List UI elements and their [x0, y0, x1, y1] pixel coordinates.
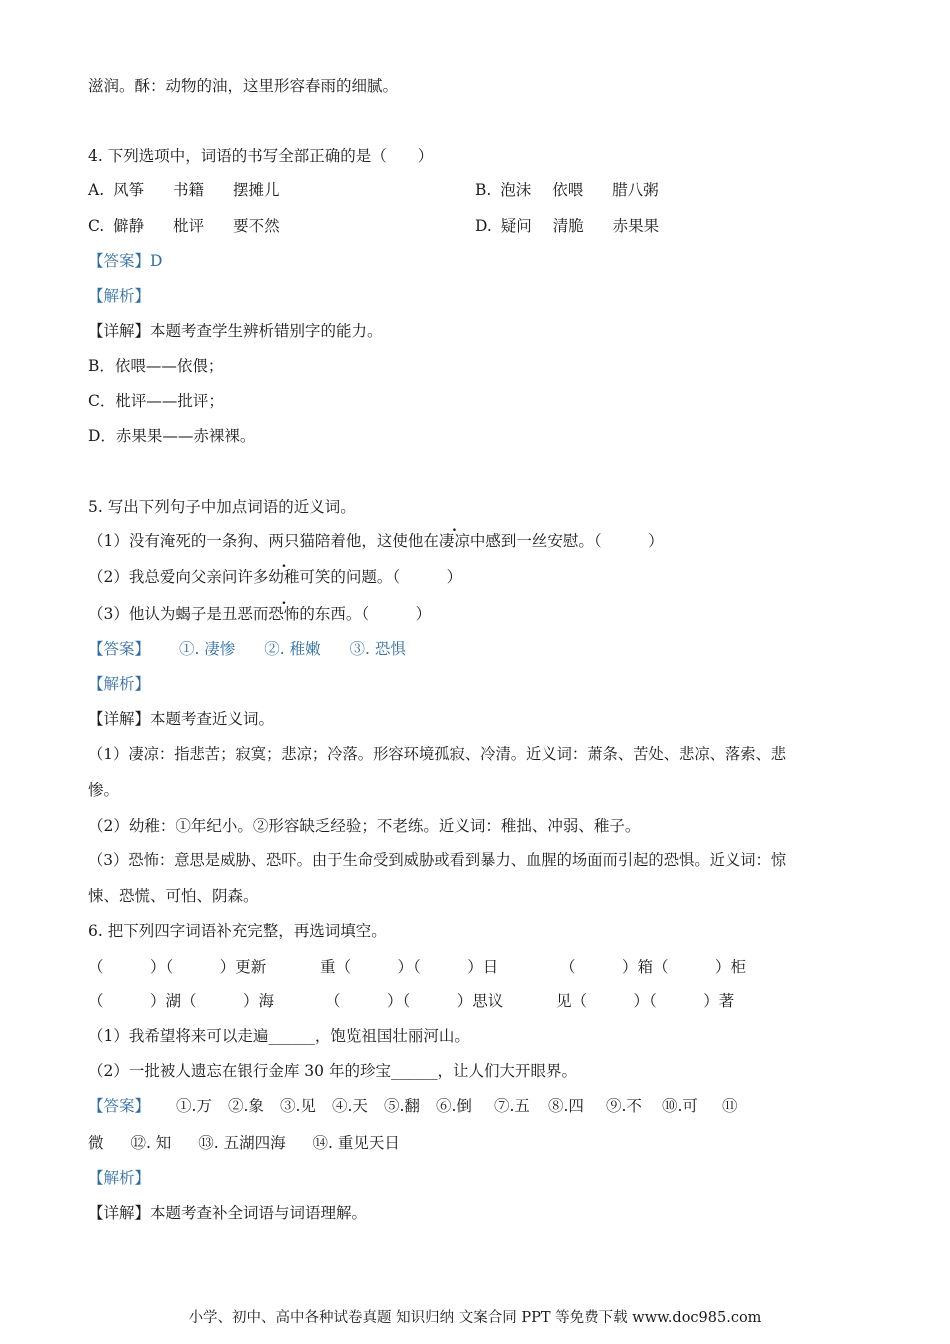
sentence-text: （1）没有淹死的一条狗、两只猫陪着他，这使他在	[88, 532, 439, 550]
q6-idiom-blank: （ ）箱（ ）柜	[560, 958, 747, 976]
answer-value: ①.万	[176, 1097, 212, 1115]
answer-label: 【答案】	[88, 252, 151, 270]
dotted-word	[268, 567, 299, 587]
answer-value: ⑬. 五湖四海	[198, 1134, 286, 1152]
q5-explain-3: （3）恐怖：意思是威胁、恐吓。由于生命受到威胁或看到暴力、血腥的场面而引起的恐惧。近义词：惊	[88, 851, 787, 869]
answer-value: ⑩.可	[662, 1097, 698, 1115]
q4-title: 4. 下列选项中，词语的书写全部正确的是（ ）	[88, 147, 434, 165]
dotted-word-text: 恐怖	[268, 605, 300, 623]
option-word: 枇评	[173, 217, 205, 235]
option-word: 风筝	[113, 181, 145, 199]
option-word: 要不然	[233, 217, 280, 235]
answer-value: ⑪	[722, 1097, 738, 1115]
answer-value: ②. 稚嫩	[264, 640, 321, 658]
q6-idiom-blank: （ ）（ ）思议	[325, 992, 504, 1010]
option-word: 依喂	[552, 181, 584, 199]
q6-answer-line-2	[88, 1133, 400, 1153]
detail-text: 本题考查学生辨析错别字的能力。	[150, 322, 383, 340]
sentence-text: 可笑的问题。（ ）	[299, 568, 463, 586]
q5-analysis-label: 【解析】	[88, 675, 151, 693]
option-key: A.	[88, 181, 105, 199]
answer-value: ⑨.不	[606, 1097, 642, 1115]
q4-detail	[88, 321, 383, 341]
detail-label: 【详解】	[88, 322, 151, 340]
q5-explain-1-cont: 惨。	[88, 781, 120, 799]
answer-label: 【答案】	[88, 1097, 151, 1115]
q4-option-a	[88, 180, 279, 200]
q6-idiom-blank: （ ）湖（ ）海	[88, 992, 275, 1010]
option-word: 赤果果	[612, 217, 660, 235]
q4-analysis-label: 【解析】	[88, 287, 151, 305]
q4-answer	[88, 251, 162, 271]
option-word: 腊八粥	[612, 181, 659, 199]
answer-value: D	[150, 252, 163, 270]
answer-label: 【答案】	[88, 640, 151, 658]
option-key: D.	[475, 217, 492, 235]
detail-label: 【详解】	[88, 1204, 151, 1222]
q5-sentence-1	[88, 531, 664, 551]
sentence-text: 中感到一丝安慰。（ ）	[469, 532, 664, 550]
q6-idiom-blank: 见（ ）（ ）著	[556, 992, 735, 1010]
answer-value: ⑤.翻	[384, 1097, 420, 1115]
q4-detail-line: C．枇评——批评；	[88, 392, 224, 410]
q5-detail	[88, 709, 274, 729]
answer-value: ③. 恐惧	[349, 640, 406, 658]
q5-explain-1: （1）凄凉：指悲苦；寂寞；悲凉；冷落。形容环境孤寂、冷清。近义词：萧条、苦处、悲凉、落索、悲	[88, 745, 787, 763]
dotted-word-text: 凄凉	[438, 532, 470, 550]
answer-value: ④.天	[332, 1097, 368, 1115]
sentence-text: （3）他认为蝎子是丑恶而	[88, 605, 269, 623]
answer-value: ③.见	[280, 1097, 316, 1115]
answer-value: ⑥.倒	[436, 1097, 472, 1115]
page-footer: 小学、初中、高中各种试卷真题 知识归纳 文案合同 PPT 等免费下载 www.doc985.com	[188, 1310, 762, 1326]
detail-text: 本题考查近义词。	[150, 710, 275, 728]
detail-text: 本题考查补全词语与词语理解。	[150, 1204, 368, 1222]
sentence-text: （2）我总爱向父亲问许多	[88, 568, 269, 586]
q6-sentence-1: （1）我希望将来可以走遍______，饱览祖国壮丽河山。	[88, 1027, 470, 1045]
option-word: 书籍	[173, 181, 205, 199]
q6-answer	[88, 1096, 150, 1116]
q5-explain-3-cont: 悚、恐慌、可怕、阴森。	[88, 887, 259, 905]
q6-idiom-blank: （ ）（ ）更新	[88, 958, 267, 976]
q6-analysis-label: 【解析】	[88, 1169, 151, 1187]
dotted-word	[268, 604, 299, 624]
q6-idiom-blank: 重（ ）（ ）日	[320, 958, 499, 976]
option-word: 疑问	[500, 217, 532, 235]
continued-text: 滋润。酥：动物的油，这里形容春雨的细腻。	[88, 77, 399, 95]
answer-value: ⑭. 重见天日	[312, 1134, 400, 1152]
q5-sentence-2	[88, 567, 462, 587]
q5-title: 5. 写出下列句子中加点词语的近义词。	[88, 498, 356, 516]
dotted-word	[439, 531, 470, 551]
answer-value: 微	[88, 1134, 104, 1152]
answer-value: ⑧.四	[548, 1097, 584, 1115]
dotted-word-text: 幼稚	[268, 568, 300, 586]
detail-label: 【详解】	[88, 710, 151, 728]
q6-detail	[88, 1203, 367, 1223]
q6-title: 6. 把下列四字词语补充完整，再选词填空。	[88, 922, 387, 940]
answer-value: ⑫. 知	[130, 1134, 172, 1152]
q5-sentence-3	[88, 604, 431, 624]
q4-option-c	[88, 216, 280, 236]
option-word: 僻静	[113, 217, 145, 235]
sentence-text: 的东西。（ ）	[299, 605, 432, 623]
option-word: 泡沫	[500, 181, 532, 199]
q6-sentence-2: （2）一批被人遗忘在银行金库 30 年的珍宝______，让人们大开眼界。	[88, 1062, 577, 1080]
option-key: C.	[88, 217, 105, 235]
answer-value: ②.象	[228, 1097, 264, 1115]
option-word: 清脆	[552, 217, 584, 235]
q5-answer	[88, 639, 406, 659]
q4-option-b	[475, 180, 659, 200]
answer-value: ①. 凄惨	[178, 640, 236, 658]
option-word: 摆摊儿	[232, 181, 280, 199]
q4-detail-line: B．依喂——依偎；	[88, 357, 224, 375]
answer-value: ⑦.五	[494, 1097, 530, 1115]
option-key: B.	[475, 181, 492, 199]
q4-option-d	[475, 216, 659, 236]
q5-explain-2: （2）幼稚：①年纪小。②形容缺乏经验；不老练。近义词：稚拙、冲弱、稚子。	[88, 817, 641, 835]
q4-detail-line: D．赤果果——赤裸裸。	[88, 427, 256, 445]
